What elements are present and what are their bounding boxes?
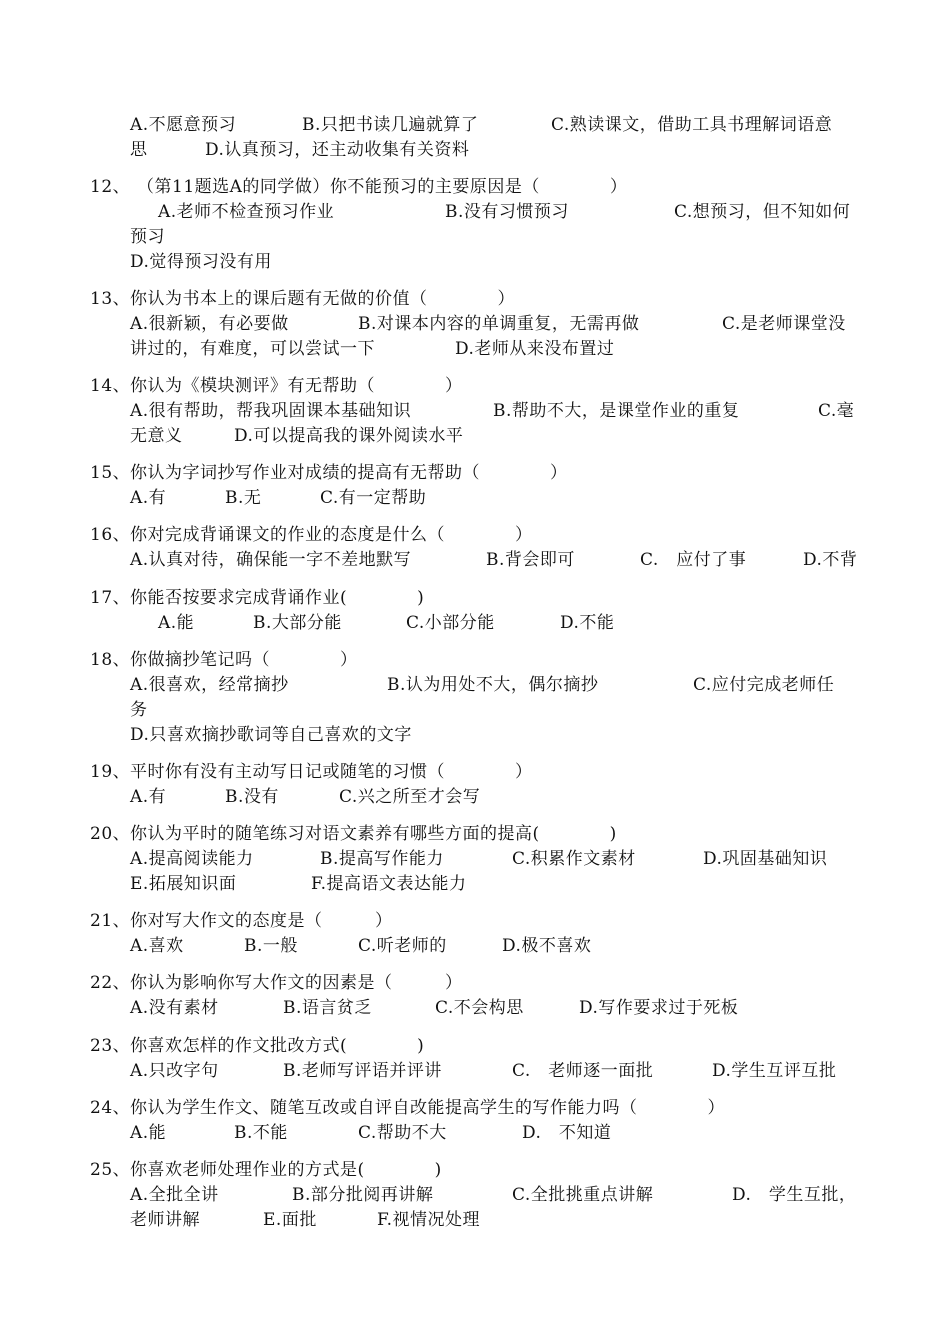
option-b: B.无 bbox=[225, 488, 262, 508]
question-text: 你对写大作文的态度是（ ） bbox=[130, 911, 393, 931]
option-b: B.提高写作能力 bbox=[320, 849, 444, 869]
option-c: C.兴之所至才会写 bbox=[339, 787, 481, 807]
option-a: A.只改字句 bbox=[130, 1061, 219, 1081]
option-c: C.有一定帮助 bbox=[320, 488, 427, 508]
option-a: A.能 bbox=[158, 613, 195, 633]
question-16 bbox=[0, 522, 950, 548]
question-18-options-line-3 bbox=[0, 722, 950, 748]
option-a: A.提高阅读能力 bbox=[130, 849, 254, 869]
question-11-options-line-2 bbox=[0, 137, 950, 163]
option-d: D.可以提高我的课外阅读水平 bbox=[234, 426, 464, 446]
option-d: D.极不喜欢 bbox=[502, 936, 592, 956]
option-b: B.老师写评语并评讲 bbox=[283, 1061, 442, 1081]
question-25-options-line-1 bbox=[0, 1182, 950, 1208]
option-a: A.很新颖，有必要做 bbox=[130, 314, 289, 334]
option-d: D.老师从来没布置过 bbox=[455, 339, 615, 359]
option-c: C.是老师课堂没 bbox=[722, 314, 846, 334]
option-a: A.老师不检查预习作业 bbox=[158, 202, 335, 222]
question-text: 你认为字词抄写作业对成绩的提高有无帮助（ ） bbox=[130, 463, 568, 483]
question-text: （第11题选A的同学做）你不能预习的主要原因是（ ） bbox=[137, 177, 628, 197]
question-text: 你认为影响你写大作文的因素是（ ） bbox=[130, 973, 463, 993]
question-text: 你喜欢怎样的作文批改方式( ) bbox=[130, 1036, 425, 1056]
question-25-options-line-2 bbox=[0, 1207, 950, 1233]
option-b: B.语言贫乏 bbox=[283, 998, 372, 1018]
option-a: A.不愿意预习 bbox=[130, 115, 237, 135]
question-24-options bbox=[0, 1120, 950, 1146]
question-19 bbox=[0, 759, 950, 785]
question-number: 17、 bbox=[90, 588, 131, 608]
question-text: 你做摘抄笔记吗（ ） bbox=[130, 650, 358, 670]
question-number: 19、 bbox=[90, 762, 131, 782]
option-d: D. 学生互批， bbox=[732, 1185, 857, 1205]
question-12-options-line-3 bbox=[0, 249, 950, 275]
question-text: 你认为学生作文、随笔互改或自评自改能提高学生的写作能力吗（ ） bbox=[130, 1098, 725, 1118]
option-d: D.巩固基础知识 bbox=[703, 849, 828, 869]
option-a: A.能 bbox=[130, 1123, 167, 1143]
option-c-continued: 预习 bbox=[130, 227, 165, 247]
question-text: 你认为书本上的课后题有无做的价值（ ） bbox=[130, 289, 515, 309]
question-number: 21、 bbox=[90, 911, 131, 931]
option-b: B.对课本内容的单调重复，无需再做 bbox=[358, 314, 640, 334]
option-c: C.帮助不大 bbox=[358, 1123, 447, 1143]
option-d: D. 不知道 bbox=[522, 1123, 612, 1143]
question-12 bbox=[0, 174, 950, 200]
option-b: B.背会即可 bbox=[486, 550, 575, 570]
question-25 bbox=[0, 1157, 950, 1183]
question-15 bbox=[0, 460, 950, 486]
question-text: 你喜欢老师处理作业的方式是( ) bbox=[130, 1160, 442, 1180]
question-number: 25、 bbox=[90, 1160, 131, 1180]
question-20-options-line-1 bbox=[0, 846, 950, 872]
option-d: D.不能 bbox=[560, 613, 615, 633]
option-c: C.熟读课文，借助工具书理解词语意 bbox=[551, 115, 833, 135]
option-b: B.认为用处不大，偶尔摘抄 bbox=[387, 675, 599, 695]
option-c: C. 应付了事 bbox=[640, 550, 747, 570]
option-d-continued: 老师讲解 bbox=[130, 1210, 200, 1230]
option-a: A.认真对待，确保能一字不差地默写 bbox=[130, 550, 412, 570]
question-18-options-line-1 bbox=[0, 672, 950, 698]
option-b: B.大部分能 bbox=[253, 613, 342, 633]
option-b: B.没有 bbox=[225, 787, 279, 807]
question-23 bbox=[0, 1033, 950, 1059]
option-c: C.毫 bbox=[818, 401, 855, 421]
question-number: 22、 bbox=[90, 973, 131, 993]
option-b: B.部分批阅再讲解 bbox=[292, 1185, 434, 1205]
question-13-options-line-1 bbox=[0, 311, 950, 337]
question-text: 平时你有没有主动写日记或随笔的习惯（ ） bbox=[130, 762, 533, 782]
option-c: C.积累作文素材 bbox=[512, 849, 636, 869]
question-number: 16、 bbox=[90, 525, 131, 545]
option-a: A.全批全讲 bbox=[130, 1185, 219, 1205]
option-e: E.面批 bbox=[263, 1210, 317, 1230]
option-b: B.不能 bbox=[234, 1123, 288, 1143]
question-number: 24、 bbox=[90, 1098, 131, 1118]
question-23-options bbox=[0, 1058, 950, 1084]
option-a: A.很有帮助，帮我巩固课本基础知识 bbox=[130, 401, 412, 421]
question-14-options-line-2 bbox=[0, 423, 950, 449]
option-b: B.一般 bbox=[244, 936, 298, 956]
question-20 bbox=[0, 821, 950, 847]
question-number: 18、 bbox=[90, 650, 131, 670]
question-16-options bbox=[0, 547, 950, 573]
question-22-options bbox=[0, 995, 950, 1021]
question-text: 你认为平时的随笔练习对语文素养有哪些方面的提高( ) bbox=[130, 824, 617, 844]
question-17 bbox=[0, 585, 950, 611]
option-d: D.学生互评互批 bbox=[712, 1061, 837, 1081]
option-b: B.没有习惯预习 bbox=[445, 202, 569, 222]
question-15-options bbox=[0, 485, 950, 511]
question-12-options-line-1 bbox=[0, 199, 950, 225]
option-e: E.拓展知识面 bbox=[130, 874, 237, 894]
question-21-options bbox=[0, 933, 950, 959]
question-18-options-line-2 bbox=[0, 697, 950, 723]
option-a: A.有 bbox=[130, 787, 167, 807]
option-c-continued: 思 bbox=[130, 140, 148, 160]
option-c: C.全批挑重点讲解 bbox=[512, 1185, 654, 1205]
option-c: C.想预习，但不知如何 bbox=[674, 202, 851, 222]
question-13-options-line-2 bbox=[0, 336, 950, 362]
option-a: A.喜欢 bbox=[130, 936, 184, 956]
option-c-continued: 务 bbox=[130, 700, 148, 720]
question-number: 12、 bbox=[90, 177, 131, 197]
option-d: D.认真预习，还主动收集有关资料 bbox=[205, 140, 470, 160]
question-12-options-line-2 bbox=[0, 224, 950, 250]
question-number: 15、 bbox=[90, 463, 131, 483]
question-13 bbox=[0, 286, 950, 312]
question-14 bbox=[0, 373, 950, 399]
option-d: D.觉得预习没有用 bbox=[130, 252, 272, 272]
option-b: B.帮助不大，是课堂作业的重复 bbox=[493, 401, 740, 421]
question-14-options-line-1 bbox=[0, 398, 950, 424]
option-c: C.不会构思 bbox=[435, 998, 524, 1018]
option-a: A.很喜欢，经常摘抄 bbox=[130, 675, 289, 695]
question-number: 20、 bbox=[90, 824, 131, 844]
question-21 bbox=[0, 908, 950, 934]
option-a: A.没有素材 bbox=[130, 998, 219, 1018]
question-22 bbox=[0, 970, 950, 996]
option-c-continued: 无意义 bbox=[130, 426, 183, 446]
option-d: D.只喜欢摘抄歌词等自己喜欢的文字 bbox=[130, 725, 412, 745]
option-a: A.有 bbox=[130, 488, 167, 508]
question-number: 13、 bbox=[90, 289, 131, 309]
option-c: C. 老师逐一面批 bbox=[512, 1061, 654, 1081]
question-number: 23、 bbox=[90, 1036, 131, 1056]
question-text: 你对完成背诵课文的作业的态度是什么（ ） bbox=[130, 525, 533, 545]
question-24 bbox=[0, 1095, 950, 1121]
option-d: D.写作要求过于死板 bbox=[579, 998, 739, 1018]
option-c-continued: 讲过的，有难度，可以尝试一下 bbox=[130, 339, 375, 359]
question-20-options-line-2 bbox=[0, 871, 950, 897]
option-f: F.提高语文表达能力 bbox=[311, 874, 467, 894]
question-number: 14、 bbox=[90, 376, 131, 396]
question-18 bbox=[0, 647, 950, 673]
question-text: 你能否按要求完成背诵作业( ) bbox=[130, 588, 425, 608]
option-c: C.小部分能 bbox=[406, 613, 495, 633]
question-11-options-line-1 bbox=[0, 112, 950, 138]
option-d: D.不背 bbox=[803, 550, 858, 570]
option-c: C.听老师的 bbox=[358, 936, 447, 956]
question-text: 你认为《模块测评》有无帮助（ ） bbox=[130, 376, 463, 396]
question-19-options bbox=[0, 784, 950, 810]
option-f: F.视情况处理 bbox=[377, 1210, 481, 1230]
option-c: C.应付完成老师任 bbox=[693, 675, 835, 695]
option-b: B.只把书读几遍就算了 bbox=[302, 115, 479, 135]
question-17-options bbox=[0, 610, 950, 636]
